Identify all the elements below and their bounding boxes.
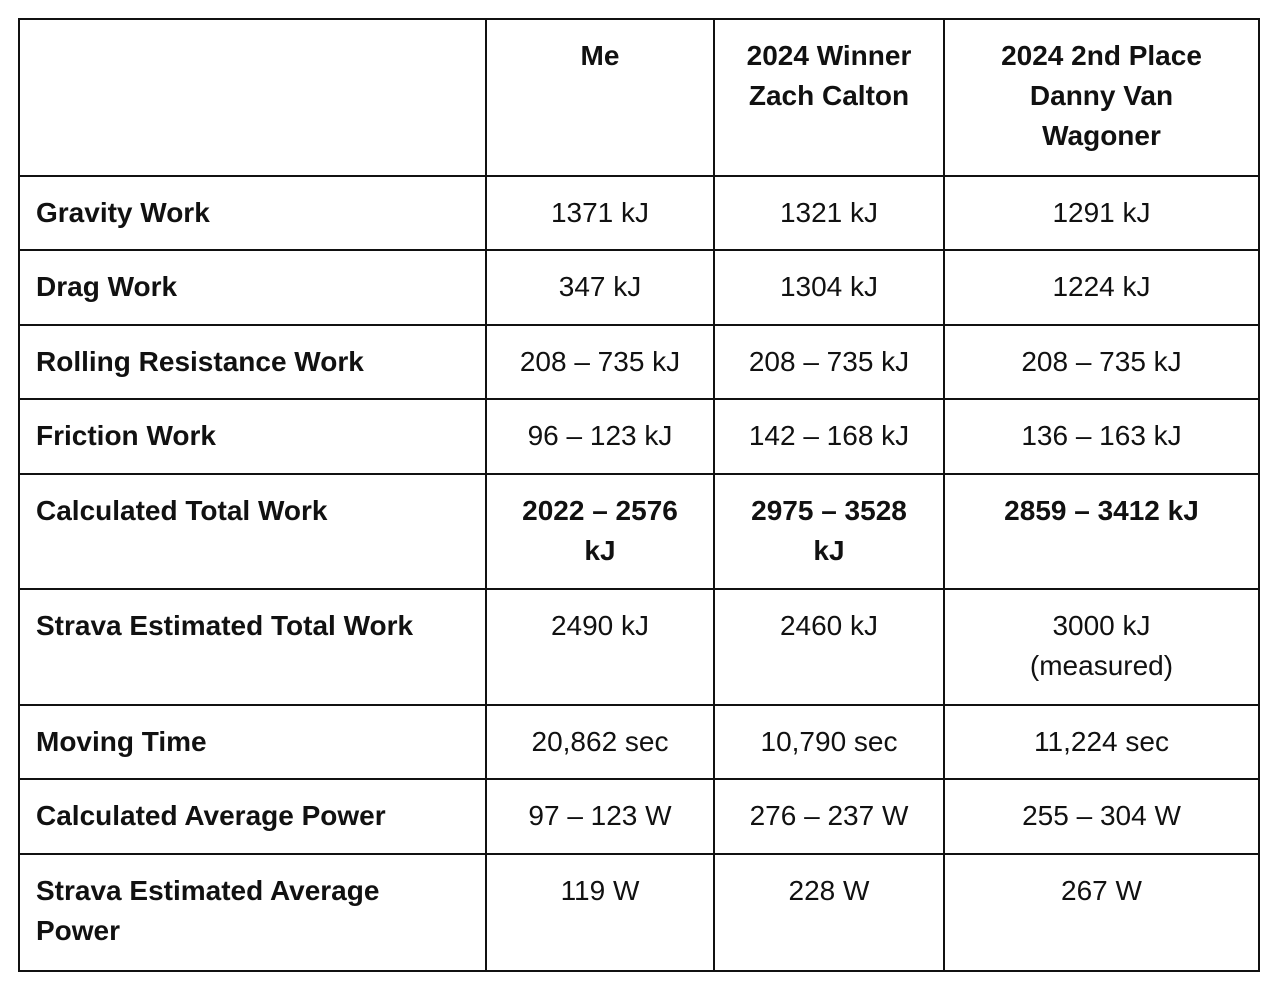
cell-me: 347 kJ (486, 250, 714, 325)
cell-winner: 228 W (714, 854, 944, 971)
cell-winner: 10,790 sec (714, 705, 944, 779)
table-row-strava-estimated-total-work (19, 589, 1259, 705)
cell-me: 1371 kJ (486, 176, 714, 250)
row-label: Drag Work (19, 250, 486, 325)
cell-second-place: 2859 – 3412 kJ (944, 474, 1259, 589)
row-label: Strava Estimated Average Power (19, 854, 486, 971)
cell-second-place: 208 – 735 kJ (944, 325, 1259, 399)
row-label: Moving Time (19, 705, 486, 779)
table-row-gravity-work (19, 176, 1259, 250)
header-row (19, 19, 1259, 176)
comparison-table (18, 18, 1260, 972)
row-label: Calculated Average Power (19, 779, 486, 854)
cell-second-place: 3000 kJ (measured) (944, 589, 1259, 705)
cell-winner: 2460 kJ (714, 589, 944, 705)
cell-me: 119 W (486, 854, 714, 971)
header-empty (19, 19, 486, 176)
cell-second-place: 267 W (944, 854, 1259, 971)
header-me: Me (486, 19, 714, 176)
cell-second-place: 255 – 304 W (944, 779, 1259, 854)
table-row-friction-work (19, 399, 1259, 474)
cell-me: 208 – 735 kJ (486, 325, 714, 399)
cell-me: 97 – 123 W (486, 779, 714, 854)
cell-winner: 2975 – 3528 kJ (714, 474, 944, 589)
cell-second-place: 1291 kJ (944, 176, 1259, 250)
table-row-drag-work (19, 250, 1259, 325)
cell-winner: 1304 kJ (714, 250, 944, 325)
table-row-calculated-average-power (19, 779, 1259, 854)
cell-me: 2490 kJ (486, 589, 714, 705)
cell-second-place: 1224 kJ (944, 250, 1259, 325)
cell-winner: 276 – 237 W (714, 779, 944, 854)
cell-me: 96 – 123 kJ (486, 399, 714, 474)
cell-second-place: 136 – 163 kJ (944, 399, 1259, 474)
row-label: Rolling Resistance Work (19, 325, 486, 399)
row-label: Gravity Work (19, 176, 486, 250)
cell-winner: 142 – 168 kJ (714, 399, 944, 474)
row-label: Calculated Total Work (19, 474, 486, 589)
header-2024-winner: 2024 Winner Zach Calton (714, 19, 944, 176)
table-row-moving-time (19, 705, 1259, 779)
table-row-rolling-resistance-work (19, 325, 1259, 399)
table-row-strava-estimated-average-power (19, 854, 1259, 971)
table-row-calculated-total-work (19, 474, 1259, 589)
cell-me: 2022 – 2576 kJ (486, 474, 714, 589)
header-2024-2nd-place: 2024 2nd Place Danny Van Wagoner (944, 19, 1259, 176)
cell-second-place: 11,224 sec (944, 705, 1259, 779)
cell-winner: 208 – 735 kJ (714, 325, 944, 399)
row-label: Strava Estimated Total Work (19, 589, 486, 705)
row-label: Friction Work (19, 399, 486, 474)
cell-me: 20,862 sec (486, 705, 714, 779)
cell-winner: 1321 kJ (714, 176, 944, 250)
